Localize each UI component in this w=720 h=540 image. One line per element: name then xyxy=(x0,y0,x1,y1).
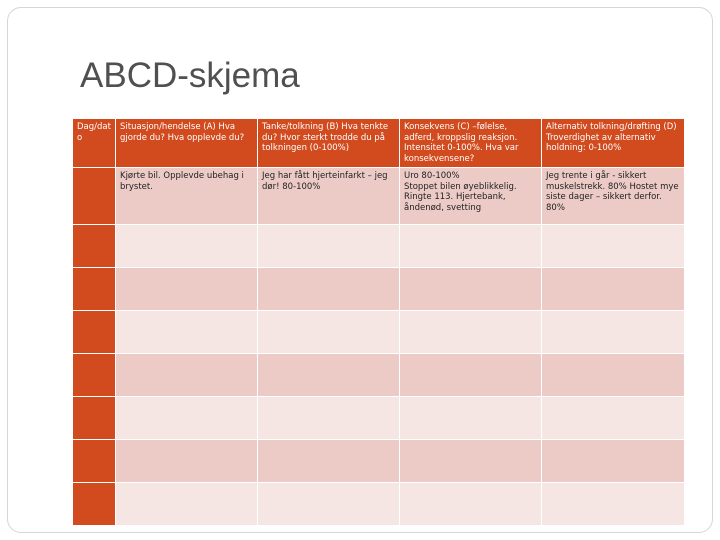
date-cell xyxy=(73,397,116,440)
situation-cell xyxy=(116,354,258,397)
table-row xyxy=(73,311,685,354)
thought-cell xyxy=(258,311,400,354)
alternative-cell xyxy=(542,483,685,526)
table-row xyxy=(73,397,685,440)
consequence-cell xyxy=(400,168,542,225)
table-row xyxy=(73,354,685,397)
situation-cell xyxy=(116,397,258,440)
cell-text: Uro 80-100% Stoppet bilen øyeblikkelig. Ringte 113. Hjertebank, åndenød, svetting xyxy=(404,171,517,213)
abcd-table xyxy=(72,118,685,526)
header-alternative: Alternativ tolkning/drøfting (D) Troverdighet av alternativ holdning: 0-100% xyxy=(542,119,685,168)
thought-cell xyxy=(258,440,400,483)
situation-cell xyxy=(116,268,258,311)
alternative-cell xyxy=(542,440,685,483)
thought-cell xyxy=(258,268,400,311)
alternative-cell xyxy=(542,268,685,311)
thought-cell xyxy=(258,483,400,526)
alternative-cell xyxy=(542,168,685,225)
cell-text: Jeg trente i går - sikkert muskelstrekk. 80% Hostet mye siste dager – sikkert derfor. 80% xyxy=(546,171,679,213)
table-row xyxy=(73,268,685,311)
situation-cell xyxy=(116,168,258,225)
consequence-cell xyxy=(400,268,542,311)
consequence-cell xyxy=(400,440,542,483)
consequence-cell xyxy=(400,483,542,526)
header-thought: Tanke/tolkning (B) Hva tenkte du? Hvor sterkt trodde du på tolkningen (0-100%) xyxy=(258,119,400,168)
date-cell xyxy=(73,354,116,397)
consequence-cell xyxy=(400,311,542,354)
table-row xyxy=(73,225,685,268)
thought-cell xyxy=(258,168,400,225)
alternative-cell xyxy=(542,354,685,397)
table-header-row xyxy=(73,119,685,168)
thought-cell xyxy=(258,354,400,397)
consequence-cell xyxy=(400,354,542,397)
cell-text: Jeg har fått hjerteinfarkt – jeg dør! 80-100% xyxy=(262,171,388,192)
alternative-cell xyxy=(542,225,685,268)
date-cell xyxy=(73,225,116,268)
header-consequence: Konsekvens (C) –følelse, adferd, kroppslig reaksjon. Intensitet 0-100%. Hva var konsekvensene? xyxy=(400,119,542,168)
situation-cell xyxy=(116,225,258,268)
slide-title: ABCD-skjema xyxy=(80,56,300,95)
consequence-cell xyxy=(400,225,542,268)
table-row xyxy=(73,440,685,483)
header-situation: Situasjon/hendelse (A) Hva gjorde du? Hva opplevde du? xyxy=(116,119,258,168)
header-date: Dag/dat o xyxy=(73,119,116,168)
situation-cell xyxy=(116,483,258,526)
situation-cell xyxy=(116,440,258,483)
thought-cell xyxy=(258,225,400,268)
situation-cell xyxy=(116,311,258,354)
thought-cell xyxy=(258,397,400,440)
consequence-cell xyxy=(400,397,542,440)
date-cell xyxy=(73,311,116,354)
date-cell xyxy=(73,440,116,483)
date-cell xyxy=(73,483,116,526)
alternative-cell xyxy=(542,397,685,440)
alternative-cell xyxy=(542,311,685,354)
date-cell xyxy=(73,268,116,311)
date-cell xyxy=(73,168,116,225)
cell-text: Kjørte bil. Opplevde ubehag i brystet. xyxy=(120,171,244,192)
table-row xyxy=(73,483,685,526)
table-row xyxy=(73,168,685,225)
